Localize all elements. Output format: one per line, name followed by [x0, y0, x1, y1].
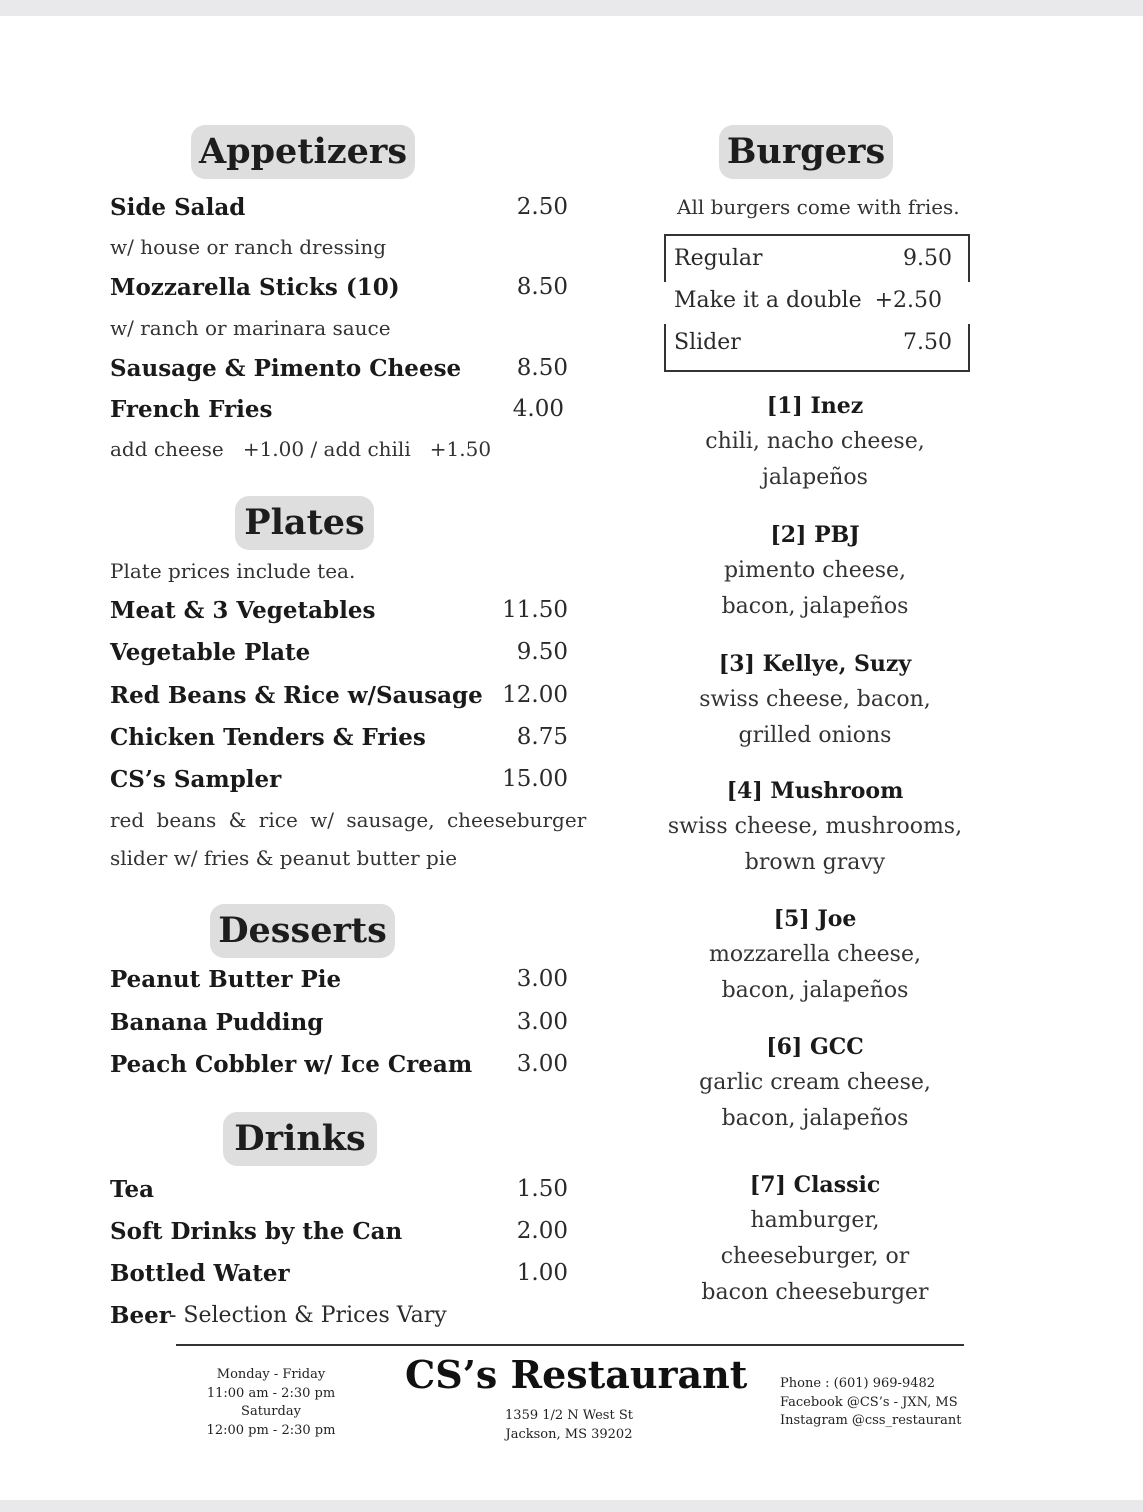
- burger-title: [4] Mushroom: [726, 778, 904, 804]
- item-price: 2.00: [516, 1218, 568, 1244]
- desserts-heading: Desserts: [210, 904, 395, 958]
- address-block: [494, 1407, 644, 1444]
- address-line: 1359 1/2 N West St: [505, 1408, 633, 1423]
- burger-item: [660, 773, 970, 881]
- menu-item: [110, 639, 570, 669]
- item-name: Red Beans & Rice w/Sausage: [110, 682, 483, 709]
- item-price: 3.00: [516, 1051, 568, 1077]
- option-price: 7.50: [903, 330, 952, 355]
- beer-note: - Selection & Prices Vary: [162, 1303, 447, 1328]
- hours-line: 12:00 pm - 2:30 pm: [206, 1422, 336, 1438]
- burger-item: [660, 1029, 970, 1137]
- hours-line: 11:00 am - 2:30 pm: [206, 1385, 336, 1401]
- hours-line: Saturday: [241, 1404, 301, 1419]
- burger-desc-line: grilled onions: [738, 723, 892, 748]
- beer-name: Beer: [110, 1302, 171, 1329]
- burger-item: [660, 517, 970, 625]
- burger-desc-line: swiss cheese, mushrooms,: [667, 814, 963, 839]
- contact-line: Instagram @css_restaurant: [780, 1413, 962, 1428]
- menu-item: [110, 274, 570, 304]
- burger-options-box: [664, 234, 970, 372]
- burger-desc-line: mozzarella cheese,: [709, 942, 921, 967]
- item-price: 1.50: [516, 1176, 568, 1202]
- burger-desc-line: brown gravy: [744, 850, 886, 875]
- burger-desc-line: pimento cheese,: [723, 558, 907, 583]
- item-name: Mozzarella Sticks (10): [110, 274, 400, 301]
- hours-block: [196, 1366, 346, 1440]
- item-price: 8.75: [516, 724, 568, 750]
- menu-item: [110, 396, 570, 426]
- burger-desc-line: garlic cream cheese,: [699, 1070, 931, 1095]
- item-note: slider w/ fries & peanut butter pie: [110, 846, 458, 870]
- menu-item: [110, 724, 570, 754]
- menu-item: [110, 1051, 570, 1081]
- burger-item: [660, 901, 970, 1009]
- contact-line: Phone : (601) 969-9482: [780, 1376, 936, 1391]
- restaurant-name: CS’s Restaurant: [405, 1352, 748, 1397]
- item-price: 4.00: [512, 396, 564, 422]
- item-name: Sausage & Pimento Cheese: [110, 355, 462, 382]
- item-note: w/ house or ranch dressing: [110, 235, 387, 259]
- item-name: Vegetable Plate: [110, 639, 311, 666]
- burger-option: [674, 288, 952, 318]
- menu-page: [0, 16, 1143, 1500]
- burger-desc-line: swiss cheese, bacon,: [699, 687, 931, 712]
- option-price: 9.50: [903, 246, 952, 271]
- menu-item: [110, 1218, 570, 1248]
- menu-item: [110, 194, 570, 224]
- menu-item: [110, 766, 570, 796]
- item-price: 1.00: [516, 1260, 568, 1286]
- burger-item: [660, 646, 970, 754]
- item-name: Banana Pudding: [110, 1009, 324, 1036]
- item-price: 11.50: [502, 597, 568, 623]
- address-line: Jackson, MS 39202: [505, 1426, 633, 1442]
- item-name: Soft Drinks by the Can: [110, 1218, 403, 1245]
- burger-desc-line: jalapeños: [762, 465, 868, 490]
- item-price: 8.50: [516, 355, 568, 381]
- option-name: Regular: [674, 246, 763, 271]
- burger-title: [2] PBJ: [770, 522, 860, 548]
- option-name: Make it a double: [674, 288, 862, 313]
- item-note: red beans & rice w/ sausage, cheeseburger: [110, 808, 587, 832]
- burger-title: [6] GCC: [766, 1034, 864, 1060]
- contact-line: Facebook @CS’s - JXN, MS: [780, 1394, 958, 1410]
- menu-item: [110, 1260, 570, 1290]
- item-price: 3.00: [516, 1009, 568, 1035]
- burger-title: [3] Kellye, Suzy: [718, 651, 912, 677]
- beer-line: [110, 1302, 570, 1332]
- item-note: add cheese +1.00 / add chili +1.50: [110, 437, 492, 461]
- item-price: 9.50: [516, 639, 568, 665]
- menu-item: [110, 966, 570, 996]
- item-price: 3.00: [516, 966, 568, 992]
- menu-item: [110, 1176, 570, 1206]
- contact-block: [780, 1375, 962, 1431]
- burgers-note: All burgers come with fries.: [677, 195, 960, 219]
- menu-item: [110, 355, 570, 385]
- item-note: w/ ranch or marinara sauce: [110, 316, 391, 340]
- option-price: +2.50: [874, 288, 942, 313]
- item-name: Bottled Water: [110, 1260, 290, 1287]
- appetizers-heading: Appetizers: [191, 125, 415, 179]
- footer-divider: [176, 1344, 964, 1346]
- burger-title: [7] Classic: [749, 1172, 881, 1198]
- burger-title: [1] Inez: [766, 393, 864, 419]
- burger-desc-line: bacon, jalapeños: [721, 594, 909, 619]
- menu-item: [110, 1009, 570, 1039]
- item-name: Tea: [110, 1176, 155, 1203]
- menu-item: [110, 682, 570, 712]
- hours-line: Monday - Friday: [216, 1367, 326, 1382]
- item-price: 8.50: [516, 274, 568, 300]
- burger-item: [660, 388, 970, 496]
- burger-desc-line: chili, nacho cheese,: [705, 429, 925, 454]
- item-price: 2.50: [516, 194, 568, 220]
- item-name: Side Salad: [110, 194, 246, 221]
- burger-desc-line: hamburger,: [750, 1208, 880, 1233]
- plates-note: Plate prices include tea.: [110, 559, 356, 583]
- burger-desc-line: bacon cheeseburger: [701, 1280, 929, 1305]
- item-name: French Fries: [110, 396, 273, 423]
- item-price: 12.00: [502, 682, 568, 708]
- item-name: CS’s Sampler: [110, 766, 282, 793]
- item-price: 15.00: [502, 766, 568, 792]
- burger-desc-line: bacon, jalapeños: [721, 978, 909, 1003]
- item-name: Chicken Tenders & Fries: [110, 724, 426, 751]
- burger-item: [660, 1167, 970, 1311]
- plates-heading: Plates: [235, 496, 374, 550]
- option-name: Slider: [674, 330, 741, 355]
- item-name: Peach Cobbler w/ Ice Cream: [110, 1051, 473, 1078]
- burger-desc-line: cheeseburger, or: [720, 1244, 910, 1269]
- drinks-heading: Drinks: [223, 1112, 377, 1166]
- menu-item: [110, 597, 570, 627]
- item-name: Meat & 3 Vegetables: [110, 597, 376, 624]
- burger-desc-line: bacon, jalapeños: [721, 1106, 909, 1131]
- item-name: Peanut Butter Pie: [110, 966, 342, 993]
- burger-option: [674, 246, 952, 276]
- burger-option: [674, 330, 952, 360]
- burger-title: [5] Joe: [773, 906, 857, 932]
- burgers-heading: Burgers: [719, 125, 893, 179]
